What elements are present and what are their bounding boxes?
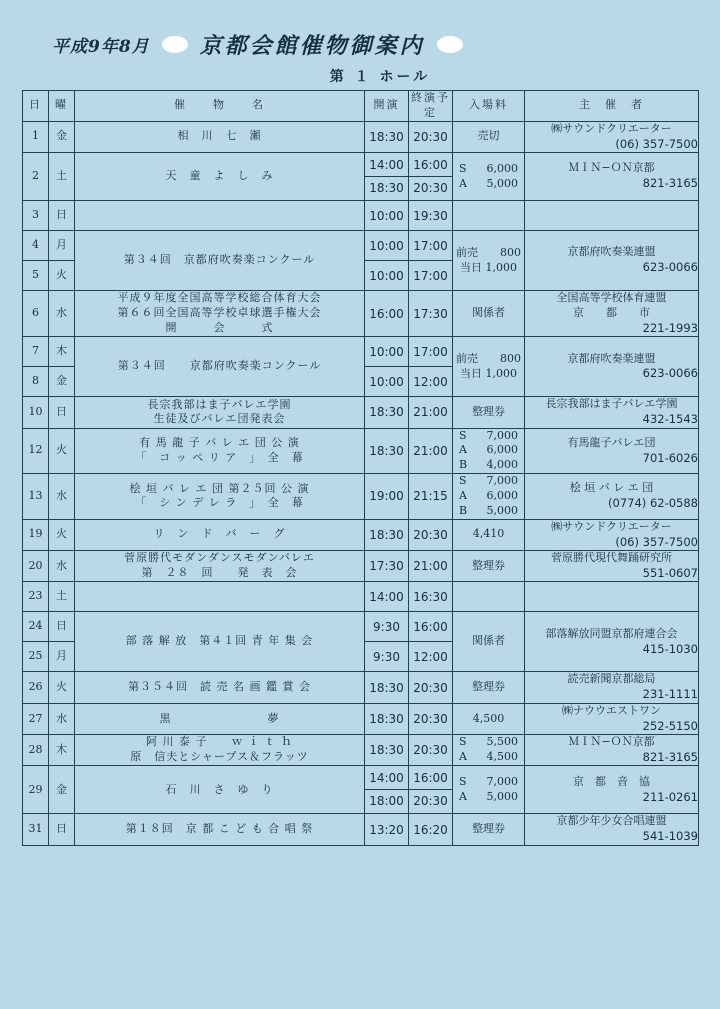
decorative-dot-left <box>162 36 188 53</box>
cell-end-time: 21:00 <box>409 397 453 428</box>
cell-price: 整理券 <box>453 397 525 428</box>
table-body <box>23 121 699 845</box>
cell-end-time: 21:00 <box>409 551 453 582</box>
cell-price: 整理券 <box>453 814 525 845</box>
col-end: 終演予定 <box>409 91 453 122</box>
cell-organizer: ㈱ナウウエストワン 252-5150 <box>525 703 699 734</box>
cell-start-time: 14:00 18:30 <box>365 153 409 201</box>
table-row <box>23 551 699 582</box>
cell-organizer: ＭＩＮ−ＯＮ京都 821-3165 <box>525 735 699 766</box>
cell-end-time: 19:30 <box>409 201 453 231</box>
organizer-phone: 541-1039 <box>642 829 698 844</box>
cell-dow: 火 <box>49 672 75 703</box>
cell-end-time: 17:00 <box>409 231 453 261</box>
cell-price: S 5,500 A 4,500 <box>453 735 525 766</box>
col-day: 日 <box>23 91 49 122</box>
cell-event-title: 桧 垣 バ レ エ 団 第２５回 公 演 「 シ ン デ レ ラ 」 全 幕 <box>75 474 365 520</box>
cell-dow: 火 <box>49 428 75 474</box>
cell-end-time: 20:30 <box>409 735 453 766</box>
cell-event-title: リ ン ド バ ー グ <box>75 519 365 550</box>
cell-start-time: 17:30 <box>365 551 409 582</box>
hall-label: 第 １ ホール <box>329 69 431 85</box>
cell-dow: 月 <box>49 231 75 261</box>
cell-organizer <box>525 582 699 612</box>
table-row <box>23 735 699 766</box>
cell-event-title: 長宗我部はま子バレエ学園 生徒及びバレエ団発表会 <box>75 397 365 428</box>
organizer-phone: 623-0066 <box>642 366 698 381</box>
cell-dow: 水 <box>49 474 75 520</box>
cell-organizer: 読売新聞京都総局 231-1111 <box>525 672 699 703</box>
cell-price: 前売 800 当日 1,000 <box>453 231 525 291</box>
cell-price <box>453 201 525 231</box>
organizer-phone: 211-0261 <box>642 789 698 804</box>
cell-end-time: 16:20 <box>409 814 453 845</box>
cell-end-time: 16:00 20:30 <box>409 153 453 201</box>
cell-start-time: 18:30 <box>365 519 409 550</box>
cell-day: 19 <box>23 519 49 550</box>
table-row <box>23 201 699 231</box>
table-row <box>23 612 699 642</box>
cell-day: 26 <box>23 672 49 703</box>
table-row <box>23 474 699 520</box>
cell-organizer: 京都府吹奏楽連盟 623-0066 <box>525 231 699 291</box>
organizer-phone: 701-6026 <box>642 450 698 465</box>
cell-dow: 土 <box>49 582 75 612</box>
table-row <box>23 582 699 612</box>
cell-dow: 日 <box>49 814 75 845</box>
table-row <box>23 766 699 814</box>
col-title: 催 物 名 <box>75 91 365 122</box>
cell-end-time: 20:30 <box>409 672 453 703</box>
table-row <box>23 703 699 734</box>
cell-start-time: 18:30 <box>365 735 409 766</box>
cell-dow: 水 <box>49 703 75 734</box>
cell-day: 20 <box>23 551 49 582</box>
cell-dow: 水 <box>49 291 75 337</box>
col-price: 入場料 <box>453 91 525 122</box>
page-title: 京都会館催物御案内 <box>199 32 425 59</box>
cell-day: 5 <box>23 261 49 291</box>
cell-event-title: 石 川 さ ゆ り <box>75 766 365 814</box>
cell-event-title <box>75 582 365 612</box>
organizer-phone: 231-1111 <box>642 687 698 702</box>
cell-end-time: 16:00 20:30 <box>409 766 453 814</box>
cell-day: 3 <box>23 201 49 231</box>
table-row <box>23 428 699 474</box>
cell-dow: 木 <box>49 337 75 367</box>
table-row <box>23 121 699 152</box>
cell-end-time: 12:00 <box>409 367 453 397</box>
cell-organizer: 全国高等学校体育連盟 京 都 市 221-1993 <box>525 291 699 337</box>
cell-price: S 7,000 A 6,000 B 4,000 <box>453 428 525 474</box>
cell-start-time: 10:00 <box>365 231 409 261</box>
cell-end-time: 16:30 <box>409 582 453 612</box>
cell-event-title: 菅原勝代モダンダンスモダンバレエ 第 ２８ 回 発 表 会 <box>75 551 365 582</box>
col-dow: 曜 <box>49 91 75 122</box>
cell-price: 整理券 <box>453 672 525 703</box>
cell-dow: 水 <box>49 551 75 582</box>
table-row <box>23 231 699 261</box>
organizer-phone: 415-1030 <box>642 641 698 656</box>
cell-event-title: 黒 夢 <box>75 703 365 734</box>
cell-organizer: 菅原勝代現代舞踊研究所 551-0607 <box>525 551 699 582</box>
table-row <box>23 397 699 428</box>
cell-organizer: 京都府吹奏楽連盟 623-0066 <box>525 337 699 397</box>
cell-start-time: 10:00 <box>365 261 409 291</box>
decorative-dot-right <box>437 36 463 53</box>
cell-start-time: 18:30 <box>365 672 409 703</box>
cell-start-time: 10:00 <box>365 337 409 367</box>
cell-price: S 7,000 A 6,000 B 5,000 <box>453 474 525 520</box>
cell-start-time: 14:00 18:00 <box>365 766 409 814</box>
cell-organizer: 有馬龍子バレエ団 701-6026 <box>525 428 699 474</box>
cell-start-time: 18:30 <box>365 703 409 734</box>
table-row <box>23 519 699 550</box>
cell-price: S 6,000 A 5,000 <box>453 153 525 201</box>
organizer-phone: 221-1993 <box>642 320 698 335</box>
organizer-phone: 551-0607 <box>642 565 698 580</box>
cell-event-title: 第３５４回 読 売 名 画 鑑 賞 会 <box>75 672 365 703</box>
cell-organizer <box>525 201 699 231</box>
cell-day: 10 <box>23 397 49 428</box>
table-row <box>23 291 699 337</box>
cell-end-time: 16:00 <box>409 612 453 642</box>
cell-start-time: 18:30 <box>365 121 409 152</box>
cell-dow: 月 <box>49 642 75 672</box>
cell-end-time: 12:00 <box>409 642 453 672</box>
cell-organizer: ＭＩＮ−ＯＮ京都 821-3165 <box>525 153 699 201</box>
cell-dow: 金 <box>49 367 75 397</box>
masthead <box>22 24 698 64</box>
cell-price: 関係者 <box>453 291 525 337</box>
cell-dow: 金 <box>49 121 75 152</box>
cell-event-title: 有 馬 龍 子 バ レ エ 団 公 演 「 コ ッ ペ リ ア 」 全 幕 <box>75 428 365 474</box>
cell-start-time: 14:00 <box>365 582 409 612</box>
schedule-table <box>22 90 699 846</box>
cell-start-time: 16:00 <box>365 291 409 337</box>
cell-price: 前売 800 当日 1,000 <box>453 337 525 397</box>
cell-price: 整理券 <box>453 551 525 582</box>
cell-price: 関係者 <box>453 612 525 672</box>
cell-end-time: 17:00 <box>409 261 453 291</box>
cell-dow: 金 <box>49 766 75 814</box>
cell-end-time: 21:00 <box>409 428 453 474</box>
cell-day: 6 <box>23 291 49 337</box>
cell-day: 27 <box>23 703 49 734</box>
organizer-phone: 821-3165 <box>642 176 698 191</box>
cell-organizer: 部落解放同盟京都府連合会 415-1030 <box>525 612 699 672</box>
cell-event-title: 部 落 解 放 第４１回 青 年 集 会 <box>75 612 365 672</box>
cell-end-time: 20:30 <box>409 519 453 550</box>
cell-price <box>453 582 525 612</box>
cell-end-time: 20:30 <box>409 703 453 734</box>
organizer-phone: (0774) 62-0588 <box>608 496 698 511</box>
table-row <box>23 153 699 201</box>
cell-start-time: 9:30 <box>365 642 409 672</box>
cell-dow: 日 <box>49 397 75 428</box>
col-organizer: 主 催 者 <box>525 91 699 122</box>
cell-day: 28 <box>23 735 49 766</box>
cell-day: 13 <box>23 474 49 520</box>
cell-organizer: 京 都 音 協 211-0261 <box>525 766 699 814</box>
cell-start-time: 10:00 <box>365 367 409 397</box>
cell-day: 12 <box>23 428 49 474</box>
organizer-phone: (06) 357-7500 <box>615 534 698 549</box>
cell-start-time: 9:30 <box>365 612 409 642</box>
cell-day: 8 <box>23 367 49 397</box>
organizer-phone: 821-3165 <box>642 749 698 764</box>
table-header-row <box>23 91 699 122</box>
cell-day: 7 <box>23 337 49 367</box>
cell-event-title: 相 川 七 瀬 <box>75 121 365 152</box>
cell-day: 31 <box>23 814 49 845</box>
cell-day: 25 <box>23 642 49 672</box>
table-row <box>23 814 699 845</box>
cell-end-time: 17:00 <box>409 337 453 367</box>
organizer-phone: 432-1543 <box>642 412 698 427</box>
table-row <box>23 672 699 703</box>
cell-start-time: 18:30 <box>365 428 409 474</box>
cell-organizer: 長宗我部はま子バレエ学園 432-1543 <box>525 397 699 428</box>
cell-event-title: 第３４回 京都府吹奏楽コンクール <box>75 337 365 397</box>
cell-end-time: 20:30 <box>409 121 453 152</box>
cell-event-title <box>75 201 365 231</box>
cell-organizer: 桧 垣 バ レ エ 団 (0774) 62-0588 <box>525 474 699 520</box>
table-row <box>23 337 699 367</box>
cell-event-title: 平成９年度全国高等学校総合体育大会 第６６回全国高等学校卓球選手権大会 開 会 式 <box>75 291 365 337</box>
cell-start-time: 10:00 <box>365 201 409 231</box>
cell-dow: 日 <box>49 201 75 231</box>
cell-price: S 7,000 A 5,000 <box>453 766 525 814</box>
cell-day: 24 <box>23 612 49 642</box>
cell-event-title: 第１８回 京 都 こ ど も 合 唱 祭 <box>75 814 365 845</box>
cell-day: 23 <box>23 582 49 612</box>
cell-day: 1 <box>23 121 49 152</box>
cell-price: 売切 <box>453 121 525 152</box>
cell-dow: 日 <box>49 612 75 642</box>
organizer-phone: 623-0066 <box>642 260 698 275</box>
cell-day: 29 <box>23 766 49 814</box>
cell-price: 4,500 <box>453 703 525 734</box>
cell-dow: 火 <box>49 519 75 550</box>
cell-organizer: ㈱サウンドクリエーター (06) 357-7500 <box>525 121 699 152</box>
organizer-phone: (06) 357-7500 <box>615 136 698 151</box>
cell-dow: 木 <box>49 735 75 766</box>
cell-price: 4,410 <box>453 519 525 550</box>
cell-organizer: ㈱サウンドクリエーター (06) 357-7500 <box>525 519 699 550</box>
cell-day: 2 <box>23 153 49 201</box>
cell-event-title: 第３４回 京都府吹奏楽コンクール <box>75 231 365 291</box>
cell-start-time: 18:30 <box>365 397 409 428</box>
cell-dow: 土 <box>49 153 75 201</box>
cell-organizer: 京都少年少女合唱連盟 541-1039 <box>525 814 699 845</box>
col-start: 開演 <box>365 91 409 122</box>
era-date: 平成9年8月 <box>52 36 150 57</box>
cell-start-time: 13:20 <box>365 814 409 845</box>
cell-end-time: 17:30 <box>409 291 453 337</box>
cell-event-title: 天 童 よ し み <box>75 153 365 201</box>
cell-start-time: 19:00 <box>365 474 409 520</box>
cell-end-time: 21:15 <box>409 474 453 520</box>
cell-day: 4 <box>23 231 49 261</box>
cell-event-title: 阿 川 泰 子 ｗ ｉ ｔ ｈ 原 信夫とシャープス＆フラッツ <box>75 735 365 766</box>
organizer-phone: 252-5150 <box>642 718 698 733</box>
cell-dow: 火 <box>49 261 75 291</box>
